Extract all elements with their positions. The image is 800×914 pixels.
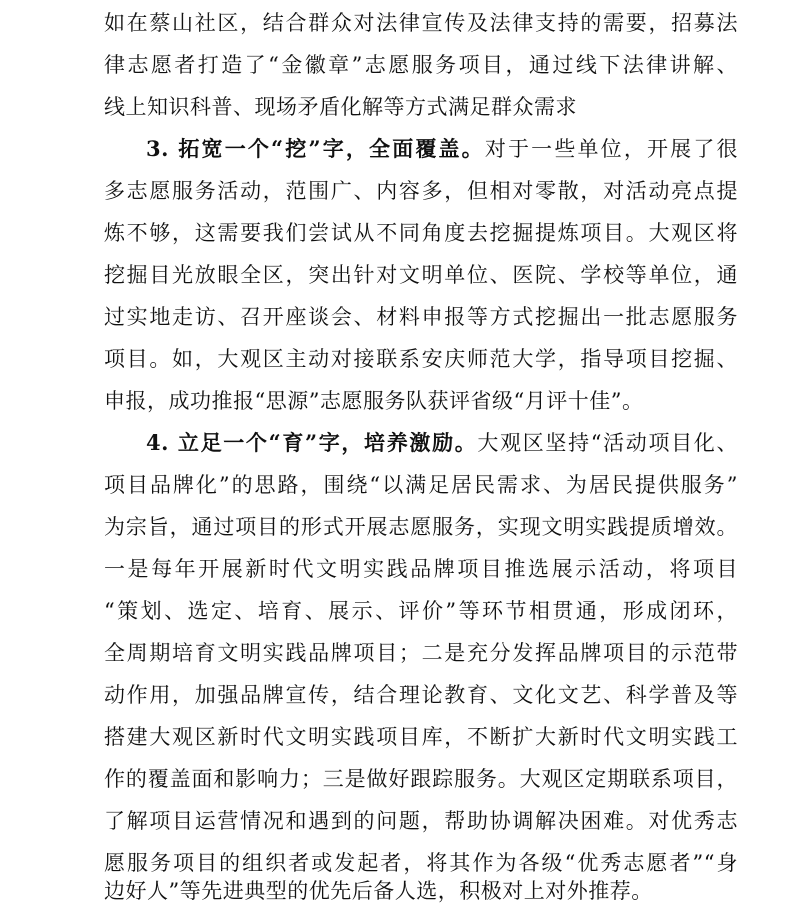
text-line-14: 一是每年开展新时代文明实践品牌项目推选展示活动，将项目 <box>104 557 738 581</box>
text-line-20: 了解项目运营情况和遇到的问题，帮助协调解决困难。对优秀志 <box>104 809 738 833</box>
text-line-6: 炼不够，这需要我们尝试从不同角度去挖掘提炼项目。大观区将 <box>104 221 738 245</box>
text-line-7: 挖掘目光放眼全区，突出针对文明单位、医院、学校等单位，通 <box>104 263 738 287</box>
text-line-3: 线上知识科普、现场矛盾化解等方式满足群众需求 <box>104 95 577 119</box>
text-line-15: “策划、选定、培育、展示、评价”等环节相贯通，形成闭环， <box>104 599 738 623</box>
paragraph-3-heading: 3. 拓宽一个“挖”字，全面覆盖。 <box>146 136 485 161</box>
text-line-16: 全周期培育文明实践品牌项目；二是充分发挥品牌项目的示范带 <box>104 641 738 665</box>
paragraph-4-heading: 4. 立足一个“育”字，培养激励。 <box>146 430 478 455</box>
text-line-5: 多志愿服务活动，范围广、内容多，但相对零散，对活动亮点提 <box>104 179 738 203</box>
text-line-10: 申报，成功推报“思源”志愿服务队获评省级“月评十佳”。 <box>104 389 644 413</box>
text-line-18: 搭建大观区新时代文明实践项目库，不断扩大新时代文明实践工 <box>104 725 738 749</box>
text-line-8: 过实地走访、召开座谈会、材料申报等方式挖掘出一批志愿服务 <box>104 305 738 329</box>
text-line-9: 项目。如，大观区主动对接联系安庆师范大学，指导项目挖掘、 <box>104 347 738 371</box>
text-line-17: 动作用，加强品牌宣传，结合理论教育、文化文艺、科学普及等 <box>104 683 738 707</box>
text-line-13: 为宗旨，通过项目的形式开展志愿服务，实现文明实践提质增效。 <box>104 515 738 539</box>
paragraph-3-heading-line: 3. 拓宽一个“挖”字，全面覆盖。对于一些单位，开展了很 <box>146 136 738 161</box>
text-line-2: 律志愿者打造了“金徽章”志愿服务项目，通过线下法律讲解、 <box>104 53 738 77</box>
text-line-19: 作的覆盖面和影响力；三是做好跟踪服务。大观区定期联系项目， <box>104 767 738 791</box>
paragraph-4-heading-line: 4. 立足一个“育”字，培养激励。大观区坚持“活动项目化、 <box>146 430 738 455</box>
text-line-1: 如在蔡山社区，结合群众对法律宣传及法律支持的需要，招募法 <box>104 11 738 35</box>
text-line-12: 项目品牌化”的思路，围绕“以满足居民需求、为居民提供服务” <box>104 473 738 497</box>
text-line-21: 愿服务项目的组织者或发起者，将其作为各级“优秀志愿者”“身 <box>104 851 738 875</box>
text-line-22: 边好人”等先进典型的优先后备人选，积极对上对外推荐。 <box>104 879 653 903</box>
